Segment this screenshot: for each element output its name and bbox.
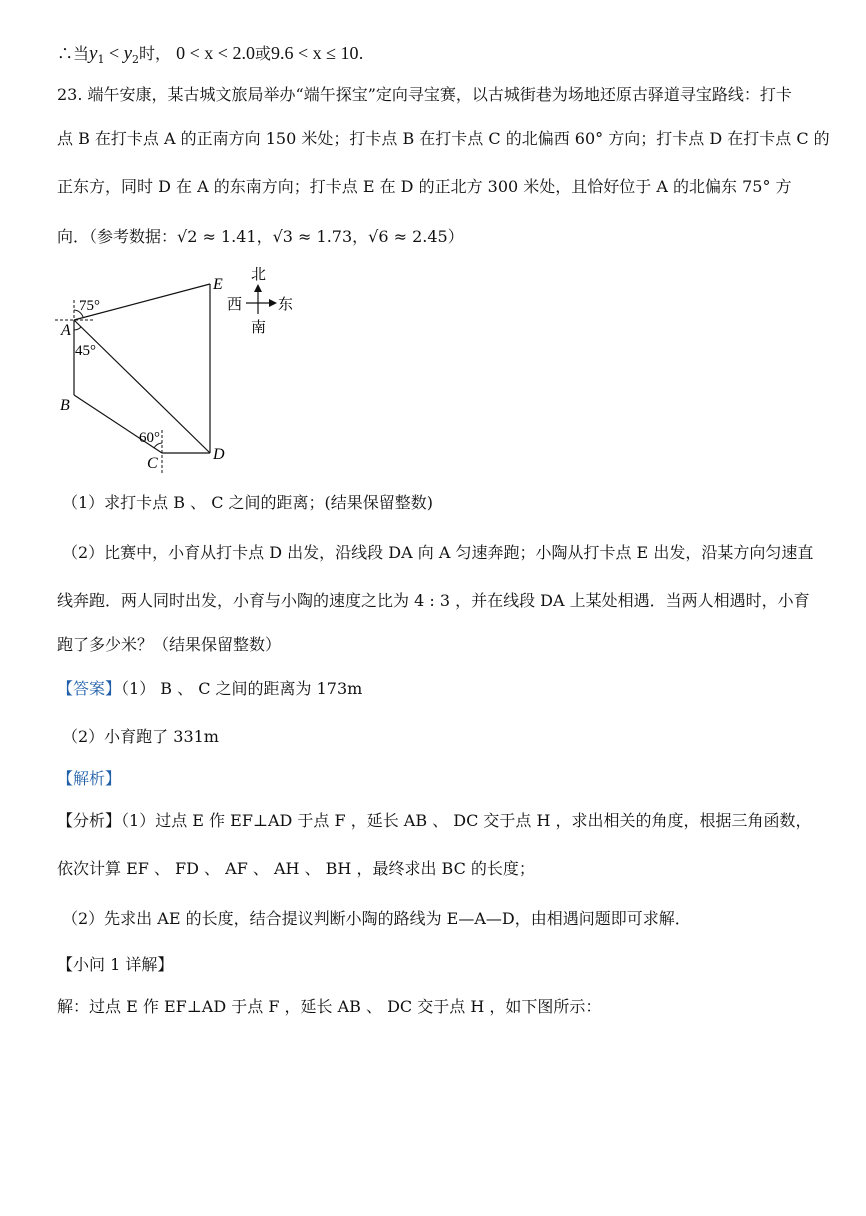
- geometry-figure: [55, 262, 315, 477]
- arrow-north-icon: [254, 284, 262, 292]
- angle-75: 75°: [79, 298, 100, 314]
- problem-text-3: 正东方，同时 D 在 A 的东南方向；打卡点 E 在 D 的正北方 300 米处，且恰好位于 A 的北偏东 75° 方: [57, 177, 792, 196]
- question-2-text-2: 线奔跑．两人同时出发，小育与小陶的速度之比为 4 : 3 ，并在线段 DA 上某处相遇．当两人相遇时，小育: [57, 591, 810, 610]
- answer-line-1: [57, 678, 362, 700]
- answer-2-text: （2）小育跑了 331m: [62, 727, 219, 746]
- detail-tag: 【小问 1 详解】: [57, 955, 174, 974]
- analysis-heading: [57, 768, 121, 790]
- answer-line-2: [62, 726, 219, 748]
- range-1: 0 < x < 2.0: [176, 43, 255, 63]
- fenxi-text-1: （1）过点 E 作 EF⊥AD 于点 F ，延长 AB 、 DC 交于点 H ，求出相关的角度，根据三角函数，: [121, 811, 812, 830]
- problem-line-1: [57, 84, 792, 106]
- fenxi-text-3: （2）先求出 AE 的长度，结合提议判断小陶的路线为 E—A—D，由相遇问题即可求解．: [62, 909, 691, 928]
- label-c: C: [147, 455, 158, 472]
- question-2-line-1: [62, 542, 813, 564]
- period: .: [358, 44, 364, 63]
- y2-var: y: [123, 43, 133, 64]
- range-2: 9.6 < x ≤ 10: [270, 43, 359, 63]
- problem-text-2: 点 B 在打卡点 A 的正南方向 150 米处；打卡点 B 在打卡点 C 的北偏西 60° 方向；打卡点 D 在打卡点 C 的: [57, 129, 830, 148]
- fenxi-tag: 【分析】: [57, 811, 122, 830]
- previous-answer-line: [57, 42, 364, 71]
- huo-text: 或: [254, 44, 271, 63]
- y1-sub: 1: [97, 53, 105, 67]
- problem-text-1: 端午安康，某古城文旅局举办“端午探宝”定向寻宝赛，以古城街巷为场地还原古驿道寻宝路线：打卡: [87, 85, 792, 104]
- answer-1-text: （1） B 、 C 之间的距离为 173m: [121, 679, 363, 698]
- angle-60: 60°: [139, 430, 160, 446]
- answer-tag: 【答案】: [57, 679, 122, 698]
- question-2-line-2: [57, 590, 810, 612]
- question-1-text: （1）求打卡点 B 、 C 之间的距离；(结果保留整数): [62, 493, 434, 512]
- therefore-text: ∴当: [57, 44, 90, 63]
- question-2-text-3: 跑了多少米？（结果保留整数）: [57, 635, 282, 654]
- compass-rose: [227, 265, 293, 336]
- compass-north: 北: [251, 265, 267, 283]
- shi-text: 时，: [139, 44, 172, 63]
- detail-text: 解：过点 E 作 EF⊥AD 于点 F ，延长 AB 、 DC 交于点 H ，如下图所示：: [57, 997, 602, 1016]
- lt-sign: <: [104, 43, 124, 63]
- analysis-line-1: [57, 810, 812, 832]
- problem-line-3: [57, 176, 792, 198]
- compass-south: 南: [251, 318, 267, 336]
- compass-east: 东: [278, 295, 294, 313]
- label-e: E: [213, 276, 223, 293]
- y1-var: y: [89, 43, 98, 64]
- angle-45: 45°: [75, 343, 96, 359]
- detail-line: [57, 996, 601, 1018]
- arc-45: [74, 327, 81, 330]
- label-a: A: [61, 322, 71, 339]
- analysis-line-2: [57, 858, 535, 880]
- compass-west: 西: [227, 295, 243, 313]
- question-1: [62, 492, 433, 514]
- question-2-line-3: [57, 634, 281, 656]
- problem-text-4: 向．（参考数据：√2 ≈ 1.41，√3 ≈ 1.73，√6 ≈ 2.45）: [57, 227, 464, 246]
- problem-line-4: [57, 226, 464, 248]
- problem-line-2: [57, 128, 830, 150]
- y2-sub: 2: [132, 53, 140, 67]
- arrow-east-icon: [269, 299, 277, 307]
- question-2-text-1: （2）比赛中，小育从打卡点 D 出发，沿线段 DA 向 A 匀速奔跑；小陶从打卡点 E 出发，沿某方向匀速直: [62, 543, 814, 562]
- fenxi-text-2: 依次计算 EF 、 FD 、 AF 、 AH 、 BH ，最终求出 BC 的长度；: [57, 859, 535, 878]
- analysis-tag: 【解析】: [57, 769, 122, 788]
- label-b: B: [60, 397, 70, 414]
- detail-heading: [57, 954, 173, 976]
- analysis-line-3: [62, 908, 691, 930]
- label-d: D: [213, 446, 225, 463]
- problem-number: 23.: [57, 85, 83, 104]
